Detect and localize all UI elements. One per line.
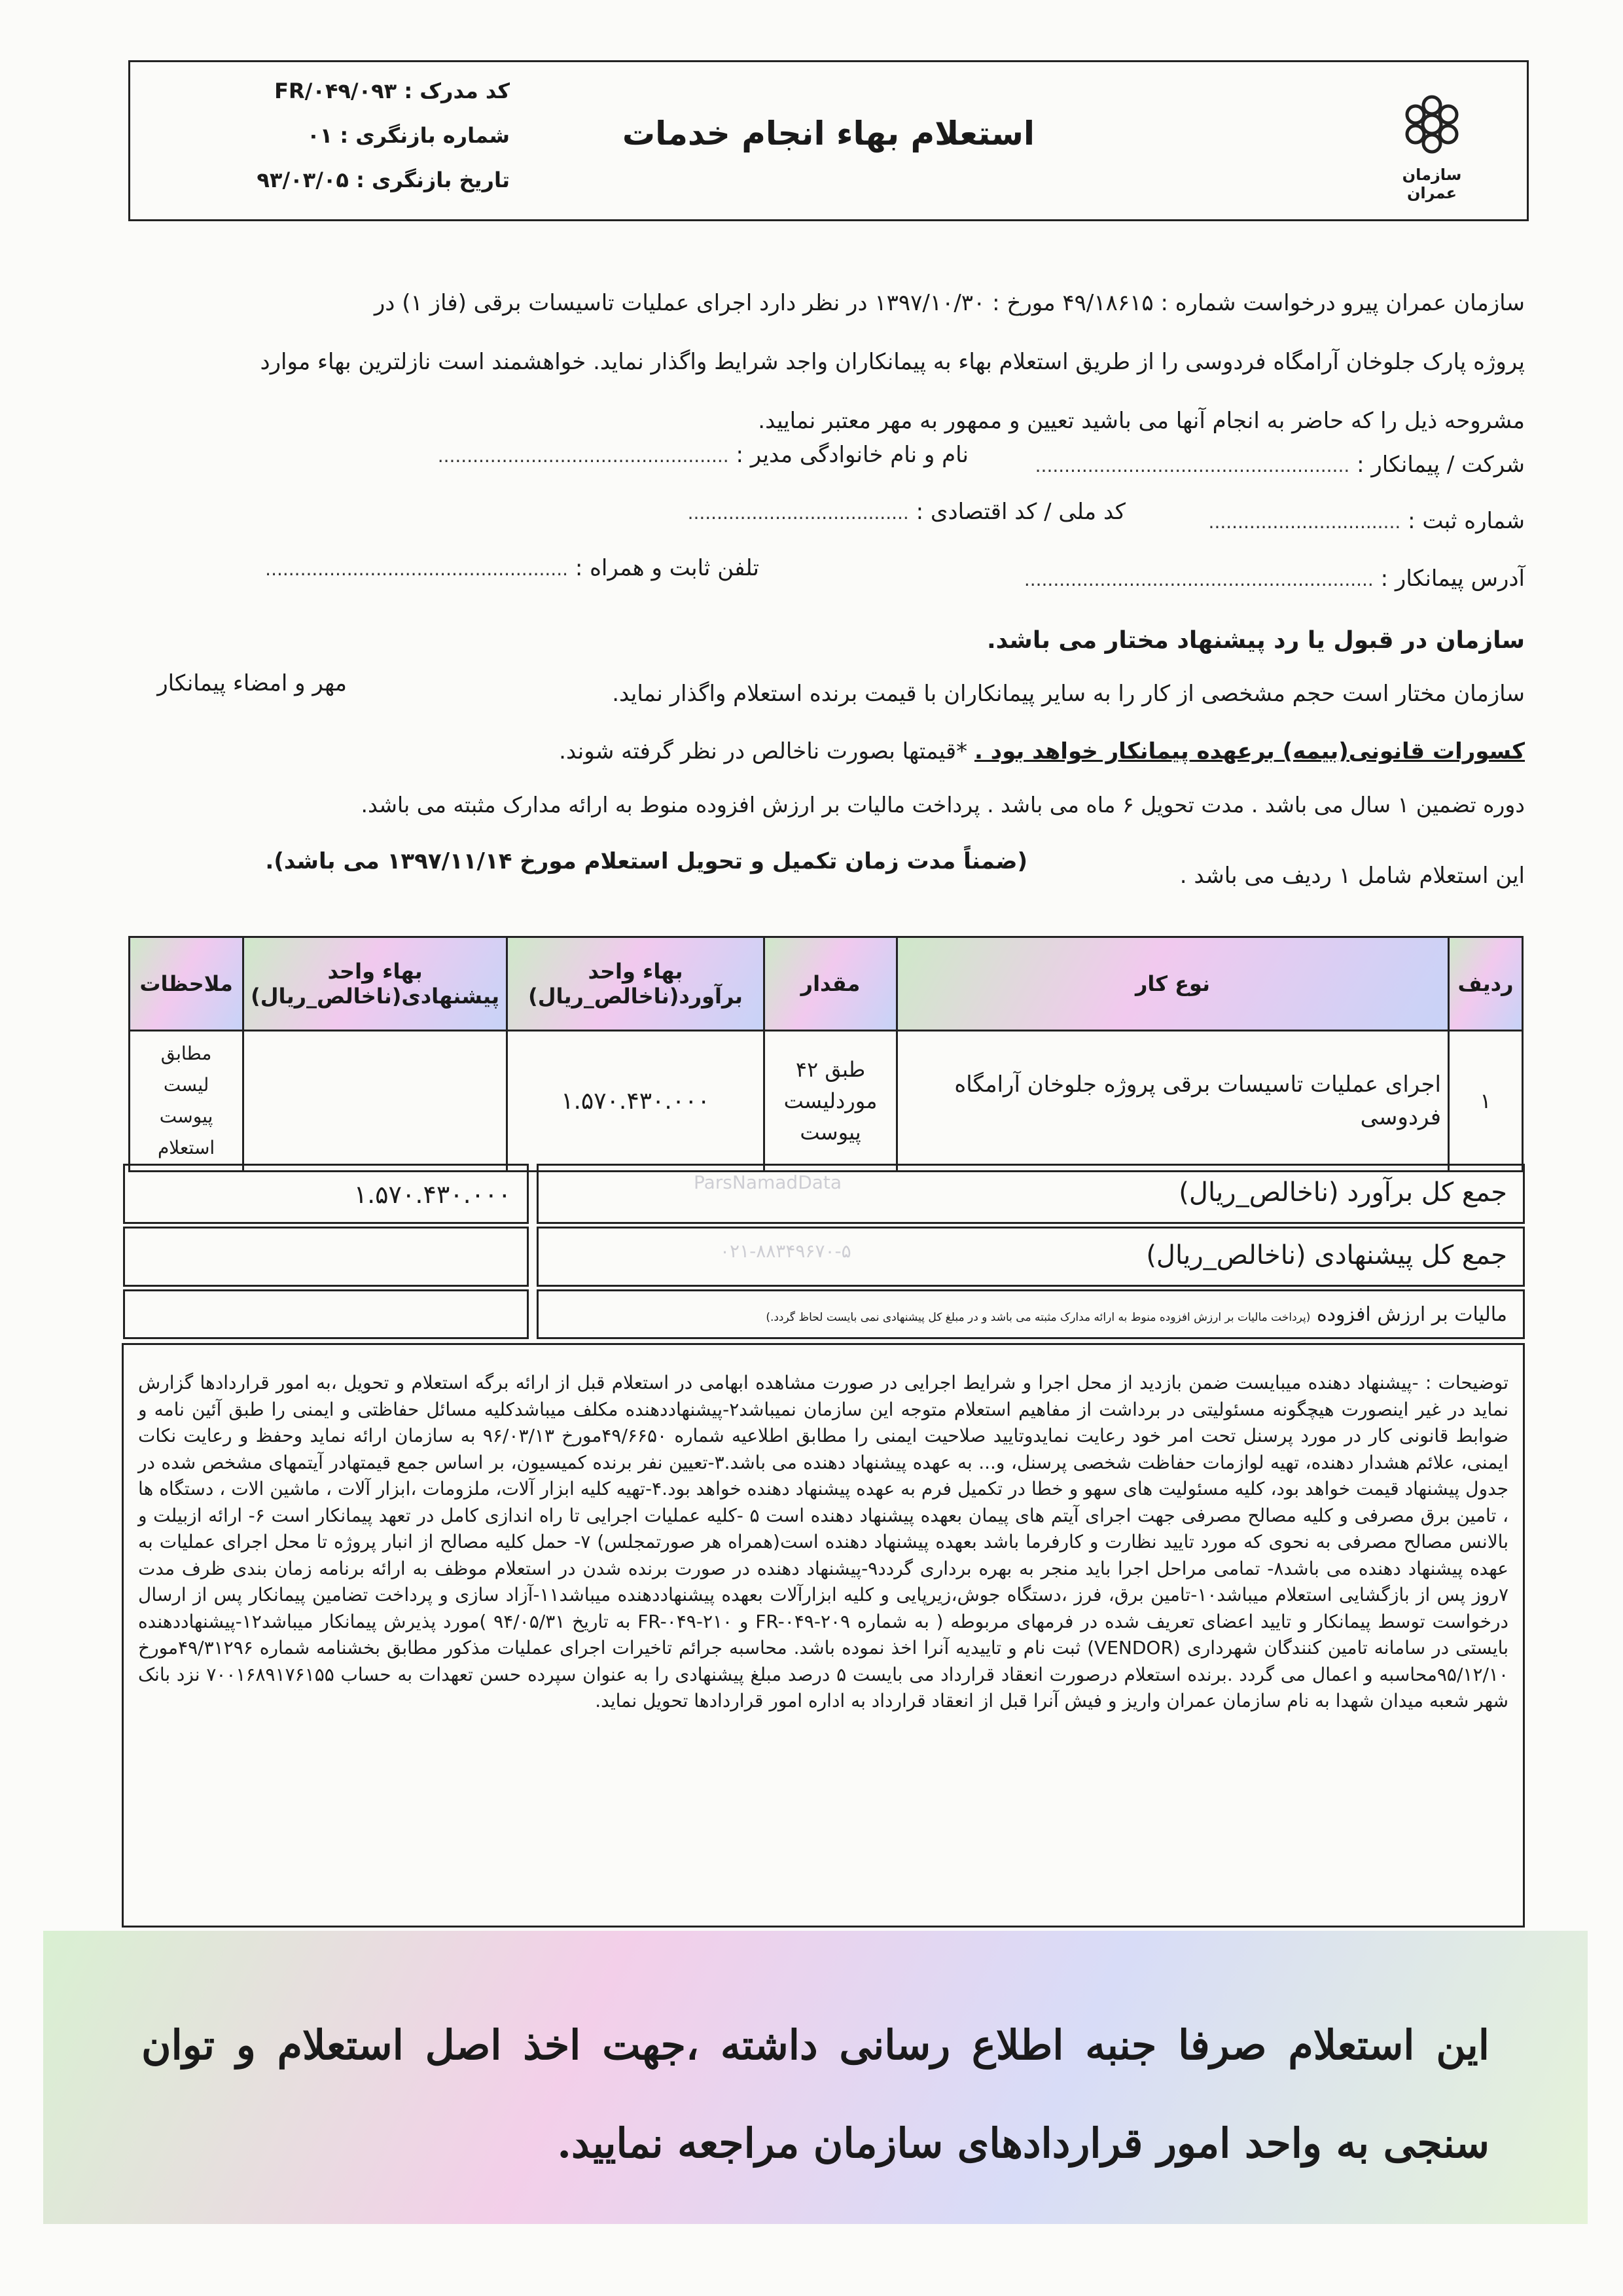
col-row: ردیف (1449, 937, 1523, 1031)
company-blank: ...................................................... (1035, 455, 1350, 476)
address-blank: ............................................................ (1024, 569, 1374, 590)
items-table (128, 936, 1524, 1172)
revision-number: شماره بازنگری : ۰۱ (307, 123, 510, 148)
manager-blank: .................................................. (437, 445, 729, 467)
warranty-note: دوره تضمین ۱ سال می باشد . مدت تحویل ۶ ماه می باشد . پرداخت مالیات بر ارزش افزوده منوط به ارائه مدارک مثبته می باشد. (361, 792, 1525, 817)
cell-offer-price[interactable] (243, 1031, 507, 1172)
acceptance-note: سازمان در قبول یا رد پیشنهاد مختار می باشد. (986, 627, 1525, 654)
col-work: نوع کار (897, 937, 1449, 1031)
revision-date: تاریخ بازنگری : ۹۳/۰۳/۰۵ (257, 168, 510, 192)
col-estimate-price: بهاء واحد برآورد(ناخالص_ریال) (507, 937, 764, 1031)
col-quantity: مقدار (764, 937, 897, 1031)
col-offer-price: بهاء واحد پیشنهادی(ناخالص_ریال) (243, 937, 507, 1031)
offer-total-label-box (537, 1227, 1525, 1287)
offer-total-label: جمع کل پیشنهادی (ناخالص_ریال) (1146, 1240, 1507, 1270)
vat-label: مالیات بر ارزش افزوده (1316, 1303, 1507, 1326)
registration-label: شماره ثبت : (1408, 508, 1525, 534)
address-label: آدرس پیمانکار : (1380, 565, 1525, 592)
intro-line-3: مشروحه ذیل را که حاضر به انجام آنها می باشید تعیین و ممهور به مهر معتبر نمایید. (758, 408, 1525, 434)
registration-field[interactable] (1209, 508, 1525, 534)
table-row (130, 1031, 1523, 1172)
manager-label: نام و نام خانوادگی مدیر : (736, 442, 969, 468)
table-header-row (130, 937, 1523, 1031)
vat-row (766, 1303, 1507, 1326)
deductions-note: کسورات قانونی(بیمه) برعهده پیمانکار خواهد بود . (974, 738, 1525, 764)
vat-label-box (537, 1289, 1525, 1339)
company-field[interactable] (1035, 452, 1525, 478)
intro-paragraph (98, 274, 1525, 450)
document-header (128, 60, 1529, 221)
cell-remarks: مطابق لیست پیوست استعلام (130, 1031, 243, 1172)
company-label: شرکت / پیمانکار : (1357, 452, 1525, 478)
manager-field[interactable] (438, 442, 969, 468)
estimate-total-label-box (537, 1164, 1525, 1224)
registration-blank: ................................. (1208, 511, 1401, 533)
prices-note: *قیمتها بصورت ناخالص در نظر گرفته شوند. (559, 738, 968, 764)
cell-estimate-price: ۱.۵۷۰.۴۳۰.۰۰۰ (507, 1031, 764, 1172)
phone-label: تلفن ثابت و همراه : (575, 555, 759, 581)
phone-blank: .................................................... (265, 558, 568, 580)
phone-field[interactable] (265, 555, 759, 581)
national-code-blank: ...................................... (687, 502, 909, 524)
vat-note: (پرداخت مالیات بر ارزش افزوده منوط به ارائه مدارک مثبته می باشد و در مبلغ کل پیشنهادی نمی بایست لحاظ گردد.) (766, 1311, 1311, 1324)
cell-quantity: طبق ۴۲ موردلیست پیوست (764, 1031, 897, 1172)
logo-caption: سازمان عمران (1402, 166, 1462, 202)
doc-code: کد مدرک : FR/۰۴۹/۰۹۳ (274, 79, 510, 103)
page-title: استعلام بهاء انجام خدمات (622, 115, 1035, 152)
watermark-brand: ParsNamadData (694, 1172, 842, 1193)
cell-work: اجرای عملیات تاسیسات برقی پروژه جلوخان آرامگاه فردوسی (897, 1031, 1449, 1172)
notes-box (122, 1343, 1525, 1928)
allocation-note: سازمان مختار است حجم مشخصی از کار را به سایر پیمانکاران با قیمت برنده استعلام واگذار نماید. (612, 681, 1525, 707)
estimate-total-value-box (123, 1164, 529, 1224)
offer-total-value-box[interactable] (123, 1227, 529, 1287)
vat-value-box[interactable] (123, 1289, 529, 1339)
national-code-label: کد ملی / کد اقتصادی : (916, 499, 1126, 525)
national-code-field[interactable] (688, 499, 1126, 525)
cell-row: ۱ (1449, 1031, 1523, 1172)
disclaimer-banner (43, 1931, 1588, 2224)
intro-line-2: پروژه پارک جلوخان آرامگاه فردوسی را از طریق استعلام بهاء به پیمانکاران واجد شرایط واگذار نماید. خواهشمند است نازلترین بهاء موارد (260, 349, 1525, 375)
document-meta (169, 69, 510, 202)
intro-line-1: سازمان عمران پیرو درخواست شماره : ۴۹/۱۸۶۱۵ مورخ : ۱۳۹۷/۱۰/۳۰ در نظر دارد اجرای عملیات تاسیسات برقی (فاز ۱) در (374, 290, 1525, 316)
estimate-total-label: جمع کل برآورد (ناخالص_ریال) (1179, 1177, 1507, 1208)
address-field[interactable] (1024, 565, 1525, 592)
watermark-phone: ۰۲۱-۸۸۳۴۹۶۷۰-۵ (720, 1240, 851, 1262)
contractor-stamp-label: مهر و امضاء پیمانکار (157, 670, 347, 696)
estimate-total-value: ۱.۵۷۰.۴۳۰.۰۰۰ (353, 1180, 511, 1209)
disclaimer-text: این استعلام صرفا جنبه اطلاع رسانی داشته ،جهت اخذ اصل استعلام و توان سنجی به واحد امور قراردادهای سازمان مراجعه نمایید. (141, 2021, 1489, 2167)
rows-count-note: این استعلام شامل ۱ ردیف می باشد . (1179, 863, 1525, 889)
deadline-note: (ضمناً مدت زمان تکمیل و تحویل استعلام مورخ ۱۳۹۷/۱۱/۱۴ می باشد). (265, 848, 1027, 874)
notes-text: توضیحات : -پیشنهاد دهنده میبایست ضمن بازدید از محل اجرا و شرایط اجرایی در صورت مشاهده ابهامی در استعلام قبل از ارائه برگه استعلام و تحویل ،به امور قراردادها گزارش نماید در غیر اینصورت هیچگونه مسئولیتی در برداشت از مفاهیم استعلام متوجه این سازمان نمیباشد۲-پیشنهاددهنده مکلف میباشدکلیه مسائل حفاظتی و ایمنی را طبق آئین نامه و ضوابط قانونی کار در مورد پرسنل تحت امر خود رعایت نمایدوتایید صلاحیت ایمنی را مطابق اطلاعیه شماره ۴۹/۶۶۵۰مورخ ۹۶/۰۳/۱۳ به سازمان ارائه نماید وحفظ و رعایت نکات ایمنی، علائم هشدار دهنده، تهیه لوازمات حفاظت شخصی پرسنل، و... به عهده پیشنهاد دهنده می باشد.۳-تعیین نفر برنده کمیسیون، بر اساس جمع قیمتهادر آیتمهای مشخص شده در جدول پیشنهاد قیمت خواهد بود، کلیه مسئولیت های سهو و خطا در تکمیل فرم به عهده پیشنهاد دهنده خواهد بود.۴-تهیه کلیه ابزار آلات، ملزومات ،ابزار آلات ، ماشین الات ، دستگاه ها ، تامین برق مصرفی و کلیه مصالح مصرفی جهت اجرای آیتم های پیمان بعهده پیشنهاد دهنده است ۵ -کلیه عملیات اجرایی تا راه اندازی کامل در تعهد پیمانکار است ۶- ارائه ازبیلت و بالانس مصالح مصرفی به نحوی که مورد تایید نظارت و کارفرما باشد بعهده پیشنهاد دهنده است(همراه هر صورتمجلس) ۷- حمل کلیه مصالح از انبار پروژه تا محل اجرای عملیات به عهده پیشنهاد دهنده می باشد۸- تمامی مراحل اجرا باید منجر به بهره برداری گردد۹-پیشنهاد دهنده در صورت برنده شدن در استعلام موظف به ارائه برنامه زمان بندی ظرف مدت ۷روز پس از بازگشایی استعلام میباشد۱۰-تامین برق، فرز ،دستگاه جوش،زیرپایی و کلیه ابزارآلات بعهده پیشنهاددهنده میباشد۱۱-آزاد سازی و پرداخت تضامین پیمانکار پس از ارسال درخواست توسط پیمانکار و تایید اعضای تعریف شده در فرمهای مربوطه ( به شماره FR-۰۴۹-۲۰۹ و FR-۰۴۹-۲۱۰ به تاریخ ۹۴/۰۵/۳۱ )مورد پذیرش پیمانکار میباشد۱۲-پیشنهاددهنده بایستی در سامانه تامین کنندگان شهرداری (VENDOR) ثبت نام و تاییدیه آنرا اخذ نموده باشد. محاسبه جرائم تاخیرات اجرای عملیات مذکور مطابق بخشنامه شماره ۴۹/۳۱۲۹۶مورخ ۹۵/۱۲/۱۰محاسبه و اعمال می گردد .برنده استعلام درصورت انعقاد قرارداد می بایست ۵ درصد مبلغ پیشنهادی را به عنوان سپرده حسن تعهدات به حساب ۷۰۰۱۶۸۹۱۷۶۱۵۵ نزد بانک شهر شعبه میدان شهدا به نام سازمان عمران واریز و فیش آنرا قبل از انعقاد قرارداد به اداره امور قراردادها تحویل نماید. (138, 1372, 1509, 1712)
col-remarks: ملاحظات (130, 937, 243, 1031)
deductions-row (559, 738, 1525, 764)
